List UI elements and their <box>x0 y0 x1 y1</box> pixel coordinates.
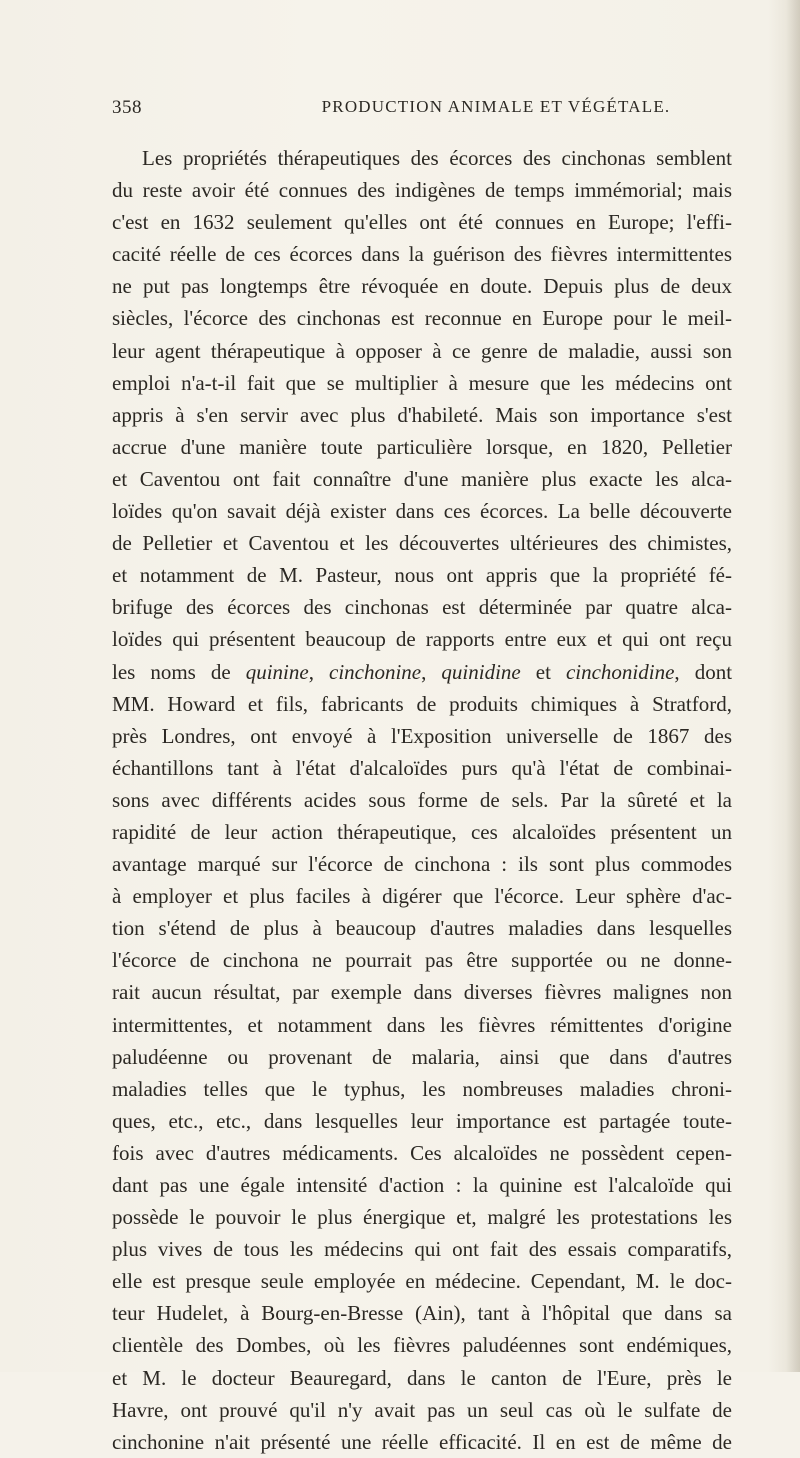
text-line-alkaloid-names <box>112 656 732 688</box>
text-line: l'écorce de cinchona ne pourrait pas être supportée ou ne donne- <box>112 948 732 973</box>
text-line: tion s'étend de plus à beaucoup d'autres maladies dans lesquelles <box>112 916 732 941</box>
italic-term-quinidine: quinidine <box>441 659 521 684</box>
running-title: PRODUCTION ANIMALE ET VÉGÉTALE. <box>321 97 671 116</box>
body-text <box>112 142 732 1458</box>
text-line: clientèle des Dombes, où les fièvres paludéennes sont endémiques, <box>112 1333 732 1358</box>
text-line: possède le pouvoir le plus énergique et, malgré les protestations les <box>112 1205 732 1230</box>
text-line: plus vives de tous les médecins qui ont fait des essais comparatifs, <box>112 1237 732 1262</box>
italic-term-cinchonidine: cinchonidine <box>565 659 675 684</box>
italic-term-quinine: quinine <box>245 659 309 684</box>
text-line: près Londres, ont envoyé à l'Exposition universelle de 1867 des <box>112 723 732 748</box>
text-line: échantillons tant à l'état d'alcaloïdes purs qu'à l'état de combinai- <box>112 755 732 780</box>
text-line: Havre, ont prouvé qu'il n'y avait pas un seul cas où le sulfate de <box>112 1397 732 1422</box>
italic-term-cinchonine: cinchonine <box>329 659 422 684</box>
text-line: Les propriétés thérapeutiques des écorces des cinchonas semblent <box>142 146 732 170</box>
text-line: loïdes qu'on savait déjà exister dans ces écorces. La belle découverte <box>112 499 732 524</box>
text-line: loïdes qui présentent beaucoup de rapports entre eux et qui ont reçu <box>112 627 732 652</box>
text-line: brifuge des écorces des cinchonas est déterminée par quatre alca- <box>112 595 732 620</box>
text-line: du reste avoir été connues des indigènes de temps immémorial; mais <box>112 178 732 203</box>
text-line: de Pelletier et Caventou et les découvertes ultérieures des chimistes, <box>112 531 732 556</box>
text-line: siècles, l'écorce des cinchonas est reconnue en Europe pour le meil- <box>112 306 732 331</box>
text-line: sons avec différents acides sous forme de sels. Par la sûreté et la <box>112 787 732 812</box>
text-line: appris à s'en servir avec plus d'habileté. Mais son importance s'est <box>112 402 732 427</box>
text-fragment: les noms de <box>112 659 246 684</box>
text-line: elle est presque seule employée en médecine. Cependant, M. le doc- <box>112 1269 732 1294</box>
text-line: leur agent thérapeutique à opposer à ce genre de maladie, aussi son <box>112 338 732 363</box>
text-line: et notamment de M. Pasteur, nous ont appris que la propriété fé- <box>112 563 732 588</box>
text-line: emploi n'a-t-il fait que se multiplier à mesure que les médecins ont <box>112 370 732 395</box>
text-fragment: , dont <box>674 659 733 684</box>
text-line: paludéenne ou provenant de malaria, ainsi que dans d'autres <box>112 1044 732 1069</box>
text-fragment: et <box>520 659 566 684</box>
text-line: intermittentes, et notamment dans les fièvres rémittentes d'origine <box>112 1012 732 1037</box>
text-line: à employer et plus faciles à digérer que l'écorce. Leur sphère d'ac- <box>112 884 732 909</box>
text-line: rait aucun résultat, par exemple dans diverses fièvres malignes non <box>112 980 732 1005</box>
text-fragment: , <box>421 659 442 684</box>
text-line: cinchonine n'ait présenté une réelle efficacité. Il en est de même de <box>112 1429 732 1454</box>
text-line: et M. le docteur Beauregard, dans le canton de l'Eure, près le <box>112 1365 732 1390</box>
text-fragment: , <box>308 659 329 684</box>
page-number: 358 <box>112 97 142 118</box>
running-head <box>112 97 730 121</box>
text-line: MM. Howard et fils, fabricants de produits chimiques à Stratford, <box>112 691 732 716</box>
text-line: c'est en 1632 seulement qu'elles ont été connues en Europe; l'effi- <box>112 210 732 235</box>
text-line: rapidité de leur action thérapeutique, ces alcaloïdes présentent un <box>112 819 732 844</box>
text-line: dant pas une égale intensité d'action : la quinine est l'alcaloïde qui <box>112 1173 732 1197</box>
text-line: fois avec d'autres médicaments. Ces alcaloïdes ne possèdent cepen- <box>112 1140 732 1165</box>
text-line: maladies telles que le typhus, les nombreuses maladies chroni- <box>112 1076 732 1101</box>
text-line: ne put pas longtemps être révoquée en doute. Depuis plus de deux <box>112 274 732 299</box>
text-line: teur Hudelet, à Bourg-en-Bresse (Ain), tant à l'hôpital que dans sa <box>112 1301 732 1326</box>
text-line: ques, etc., etc., dans lesquelles leur importance est partagée toute- <box>112 1108 732 1133</box>
page-edge-shadow <box>786 0 800 1372</box>
text-line: et Caventou ont fait connaître d'une manière plus exacte les alca- <box>112 466 732 491</box>
text-line: avantage marqué sur l'écorce de cinchona : ils sont plus commodes <box>112 852 732 877</box>
text-line: accrue d'une manière toute particulière lorsque, en 1820, Pelletier <box>112 434 732 459</box>
text-line: cacité réelle de ces écorces dans la guérison des fièvres intermittentes <box>112 242 732 267</box>
